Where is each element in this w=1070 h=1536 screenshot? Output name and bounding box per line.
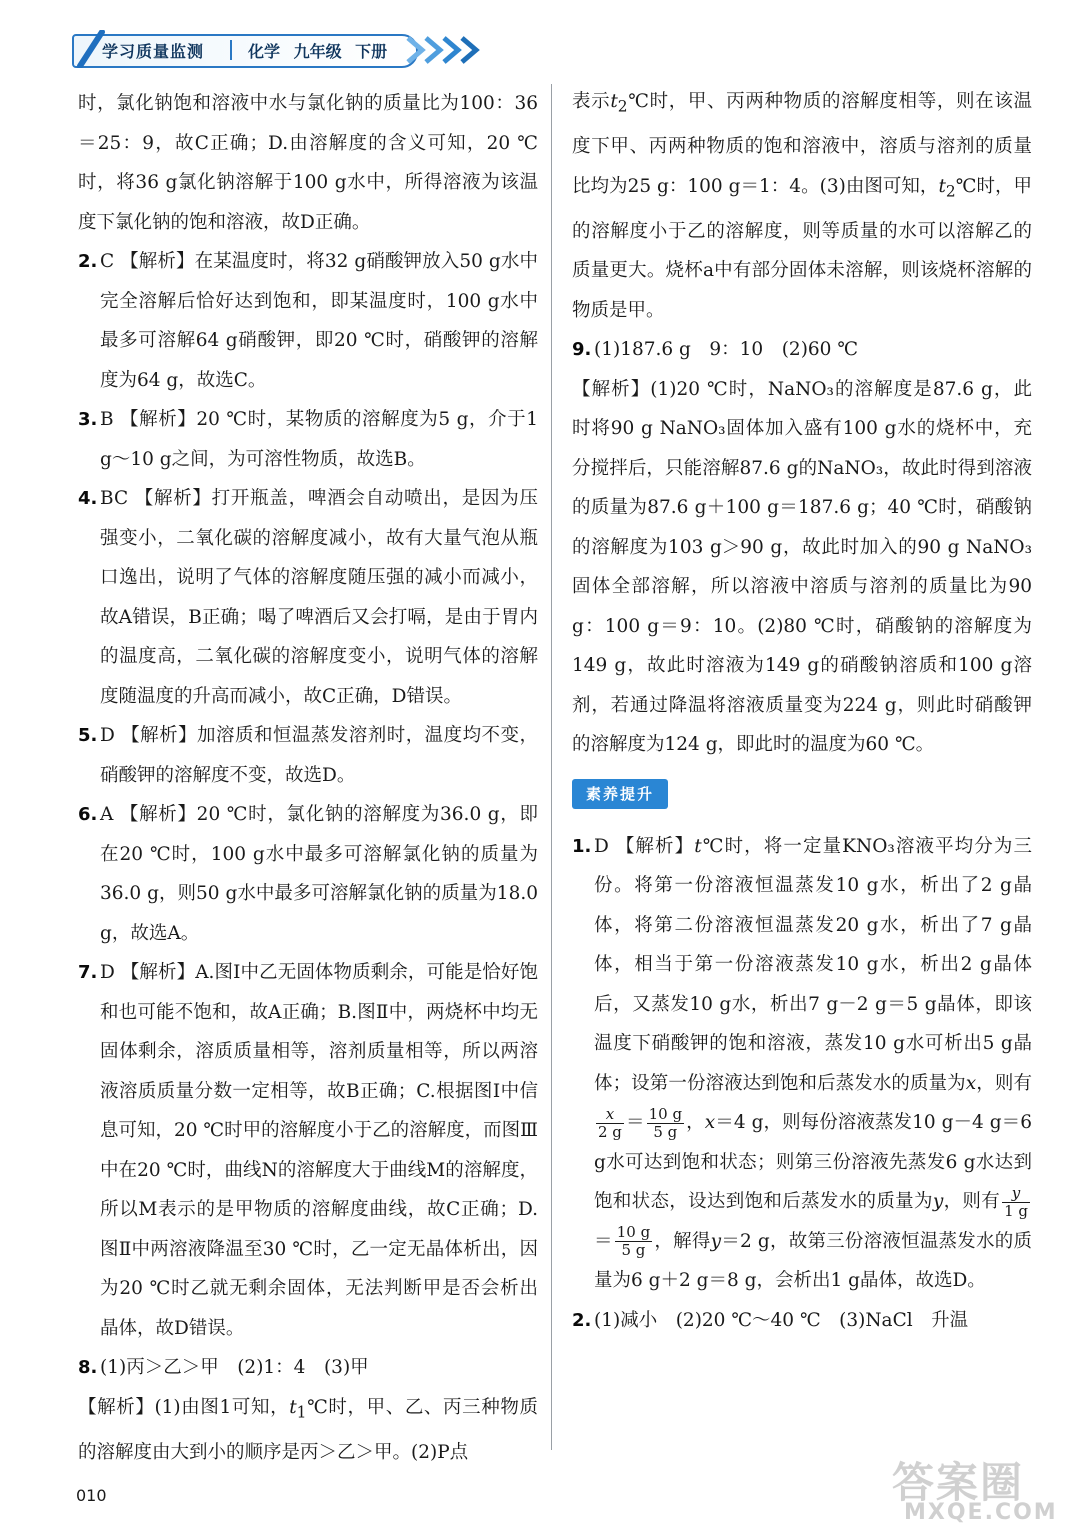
fraction xyxy=(1002,1185,1030,1220)
answer-item-9 xyxy=(572,330,1032,370)
item-number: 8. xyxy=(78,1357,98,1378)
equals-sign: ＝ xyxy=(625,1112,645,1134)
subscript: 2 xyxy=(617,97,628,116)
denominator: 5 g xyxy=(621,1241,646,1260)
subscript: 1 xyxy=(296,1403,307,1422)
variable-x: x xyxy=(704,1112,716,1134)
fraction xyxy=(647,1106,684,1141)
item-text: ＝4 g，则每份溶液蒸发10 g－4 g＝6 g水可达到饱和状态；则第三份溶液先蒸发6 g水达到饱和状态，设达到饱和后蒸发水的质量为 xyxy=(594,1112,1032,1213)
answer-item xyxy=(78,479,538,716)
watermark-text: 答案圈 xyxy=(892,1458,1025,1507)
left-column xyxy=(78,84,538,1472)
variable-y: y xyxy=(710,1230,722,1252)
variable-t: t xyxy=(289,1396,297,1418)
numerator: 10 g xyxy=(648,1104,683,1123)
answer-item xyxy=(78,716,538,795)
analysis-text: ℃时，甲、乙、丙三种物质的溶解度由大到小的顺序是丙＞乙＞甲。(2)P点 xyxy=(78,1396,538,1463)
item-analysis xyxy=(78,1388,538,1473)
item-text: ，解得 xyxy=(654,1230,711,1252)
chevrons-icon xyxy=(402,36,502,64)
numerator xyxy=(596,1106,624,1124)
item-text: ＝2 g，故第三份溶液恒温蒸发水的质量为6 g＋2 g＝8 g，会析出1 g晶体，故选D。 xyxy=(594,1230,1032,1292)
variable-y: y xyxy=(932,1191,944,1213)
denominator: 2 g xyxy=(598,1122,622,1141)
item-number: 2. xyxy=(572,1309,592,1331)
item-text: ， xyxy=(686,1112,705,1134)
watermark-domain: MXQE.COM xyxy=(904,1500,1058,1525)
item-text: C 【解析】在某温度时，将32 g硝酸钾放入50 g水中完全溶解后恰好达到饱和，即某温度时，100 g水中最多可溶解64 g硝酸钾，即20 ℃时，硝酸钾的溶解度为64 g，故选C。 xyxy=(100,251,538,391)
subscript: 2 xyxy=(945,182,956,201)
item-number: 2. xyxy=(78,251,98,272)
item-text: ，则有 xyxy=(943,1191,1001,1213)
item-answer: (1)减小 (2)20 ℃～40 ℃ (3)NaCl 升温 xyxy=(594,1309,969,1331)
right-column xyxy=(572,82,1032,1340)
fraction xyxy=(615,1224,652,1259)
watermark-logo xyxy=(892,1450,1062,1530)
answer-item-8 xyxy=(78,1348,538,1388)
item-answer: (1)187.6 g 9：10 (2)60 ℃ xyxy=(594,339,859,361)
page-header xyxy=(72,30,492,68)
item-number: 5. xyxy=(78,725,98,746)
item-number: 3. xyxy=(78,409,98,430)
page-number: 010 xyxy=(76,1486,107,1505)
item-text: D 【解析】加溶质和恒温蒸发溶剂时，温度均不变，硝酸钾的溶解度不变，故选D。 xyxy=(100,725,538,786)
analysis-text: ℃时，甲、丙两种物质的溶解度相等，则在该温度下甲、丙两种物质的饱和溶液中，溶质与溶剂的质量比均为25 g：100 g＝1：4。(3)由图可知， xyxy=(572,91,1032,197)
header-subject: 化学 九年级 下册 xyxy=(248,42,388,61)
item-analysis: 【解析】(1)20 ℃时，NaNO₃的溶解度是87.6 g，此时将90 g NaNO₃固体加入盛有100 g水的烧杯中，充分搅拌后，只能溶解87.6 g的NaNO₃，故此时得到溶液的质量为87.6 g＋100 g＝187.6 g；40 ℃时，硝酸钠的溶解度为103 g＞90 g，故此时加入的90 g NaNO₃固体全部溶解，所以溶液中溶质与溶剂的质量比为90 g：100 g＝9：10。(2)80 ℃时，硝酸钠的溶解度为149 g，故此时溶液为149 g的硝酸钠溶质和100 g溶剂，若通过降温将溶液质量变为224 g，则此时硝酸钾的溶解度为124 g，即此时的温度为60 ℃。 xyxy=(572,378,1032,756)
item-text: ℃时，将一定量KNO₃溶液平均分为三份。将第一份溶液恒温蒸发10 g水，析出了2 g晶体，将第二份溶液恒温蒸发20 g水，析出了7 g晶体，相当于第一份溶液蒸发10 g水，析出2 g晶体后，又蒸发10 g水，析出7 g－2 g＝5 g晶体，即该温度下硝酸钾的饱和溶液，蒸发10 g水可析出5 g晶体；设第一份溶液达到饱和后蒸发水的质量为 xyxy=(594,835,1032,1094)
continued-answer: 时，氯化钠饱和溶液中水与氯化钠的质量比为100：36＝25：9，故C正确；D.由溶解度的含义可知，20 ℃时，将36 g氯化钠溶解于100 g水中，所得溶液为该温度下氯化钠的饱和溶液，故D正确。 xyxy=(78,93,538,233)
numerator xyxy=(1002,1185,1030,1203)
denominator: 1 g xyxy=(1004,1201,1028,1220)
answer-item-s2 xyxy=(572,1301,1032,1341)
variable-t: t xyxy=(610,91,618,112)
header-brand: 学习质量监测 xyxy=(102,42,205,61)
variable-t: t xyxy=(694,835,702,857)
variable-x: x xyxy=(965,1072,977,1094)
answer-item xyxy=(78,953,538,1348)
item-answer: (1)丙＞乙＞甲 (2)1：4 (3)甲 xyxy=(100,1357,369,1378)
item-text: D 【解析】A.图Ⅰ中乙无固体物质剩余，可能是恰好饱和也可能不饱和，故A正确；B.图Ⅱ中，两烧杯中均无固体剩余，溶质质量相等，溶剂质量相等，所以两溶液溶质质量分数一定相等，故B正确；C.根据图Ⅰ中信息可知，20 ℃时甲的溶解度小于乙的溶解度，而图Ⅲ中在20 ℃时，曲线N的溶解度大于曲线M的溶解度，所以M表示的是甲物质的溶解度曲线，故C正确；D.图Ⅱ中两溶液降温至30 ℃时，乙一定无晶体析出，因为20 ℃时乙就无剩余固体，无法判断甲是否会析出晶体，故D错误。 xyxy=(100,962,538,1339)
section-badge: 素养提升 xyxy=(572,779,668,809)
item-text: BC 【解析】打开瓶盖，啤酒会自动喷出，是因为压强变小，二氧化碳的溶解度减小，故有大量气泡从瓶口逸出，说明了气体的溶解度随压强的减小而减小，故A错误，B正确；喝了啤酒后又会打嗝，是由于胃内的温度高，二氧化碳的溶解度变小，说明气体的溶解度随温度的升高而减小，故C正确，D错误。 xyxy=(100,488,538,707)
denominator: 5 g xyxy=(653,1122,678,1141)
item-number: 9. xyxy=(572,339,592,361)
analysis-text: 表示 xyxy=(572,91,611,112)
equals-sign: ＝ xyxy=(594,1230,613,1252)
answer-item xyxy=(78,400,538,479)
answer-item xyxy=(78,242,538,400)
item-text: ，则有 xyxy=(976,1072,1032,1094)
header-divider xyxy=(230,40,232,60)
item-text: B 【解析】20 ℃时，某物质的溶解度为5 g，介于1 g～10 g之间，为可溶性物质，故选B。 xyxy=(100,409,538,470)
continued-analysis xyxy=(572,82,1032,330)
fraction xyxy=(596,1106,624,1141)
section-header xyxy=(572,765,1032,827)
column-divider xyxy=(551,84,552,1450)
variable-x: x xyxy=(605,1104,615,1123)
item-number: 4. xyxy=(78,488,98,509)
item-number: 7. xyxy=(78,962,98,983)
numerator: 10 g xyxy=(616,1223,651,1242)
item-number: 1. xyxy=(572,835,592,857)
item-text: A 【解析】20 ℃时，氯化钠的溶解度为36.0 g，即在20 ℃时，100 g水中最多可溶解氯化钠的质量为36.0 g，则50 g水中最多可溶解氯化钠的质量为18.0 g，故选A。 xyxy=(100,804,538,944)
item-number: 6. xyxy=(78,804,98,825)
answer-item-s1 xyxy=(572,827,1032,1301)
analysis-text: ℃时，甲的溶解度小于乙的溶解度，则等质量的水可以溶解乙的质量更大。烧杯a中有部分固体未溶解，则该烧杯溶解的物质是甲。 xyxy=(572,175,1033,321)
variable-y: y xyxy=(1011,1183,1021,1202)
answer-item xyxy=(78,795,538,953)
item-text: D 【解析】 xyxy=(594,835,695,857)
analysis-text: 【解析】(1)由图1可知， xyxy=(78,1396,290,1418)
variable-t: t xyxy=(938,175,946,197)
